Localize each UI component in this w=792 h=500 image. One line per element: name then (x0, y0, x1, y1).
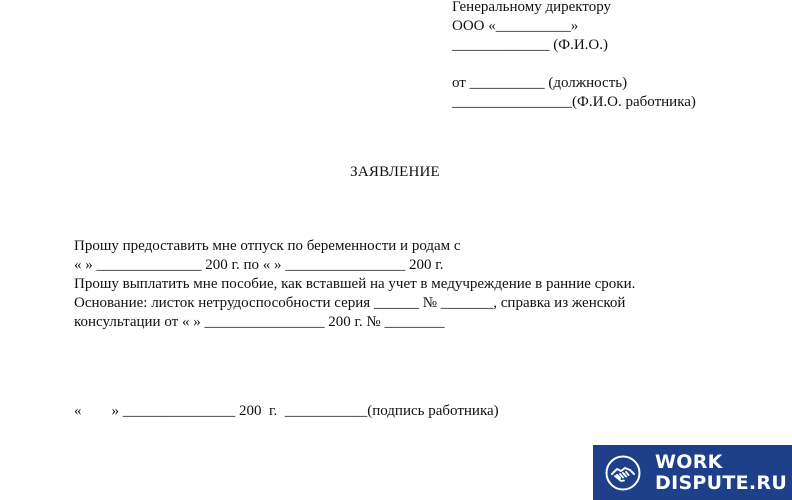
body-line-consultation: консультации от « » ________________ 200 г. № ________ (74, 314, 445, 330)
body-line-dates: « » ______________ 200 г. по « » ________________ 200 г. (74, 257, 444, 273)
logo-text-line2: DISPUTE.RU (655, 471, 788, 494)
sender-name: ________________(Ф.И.О. работника) (452, 94, 696, 110)
site-logo (593, 445, 792, 500)
addressee-director-name: _____________ (Ф.И.О.) (452, 37, 609, 53)
addressee-director: Генеральному директору (452, 0, 612, 15)
addressee-block (452, 0, 696, 112)
sender-position: от __________ (должность) (452, 75, 628, 91)
signature-line: « » _______________ 200 г. ___________(подпись работника) (74, 403, 499, 419)
body-line-basis: Основание: листок нетрудоспособности серия ______ № _______, справка из женской (74, 295, 626, 311)
logo-text (655, 452, 787, 494)
statement-body (74, 237, 635, 332)
body-line-request: Прошу предоставить мне отпуск по беременности и родам с (74, 238, 461, 254)
handshake-icon (605, 455, 641, 491)
addressee-gap (452, 55, 696, 74)
document-title: ЗАЯВЛЕНИЕ (350, 164, 440, 180)
logo-text-line1: WORK (655, 450, 723, 473)
body-line-benefit: Прошу выплатить мне пособие, как вставшей на учет в медучреждение в ранние сроки. (74, 276, 636, 292)
addressee-company: ООО «__________» (452, 18, 579, 34)
